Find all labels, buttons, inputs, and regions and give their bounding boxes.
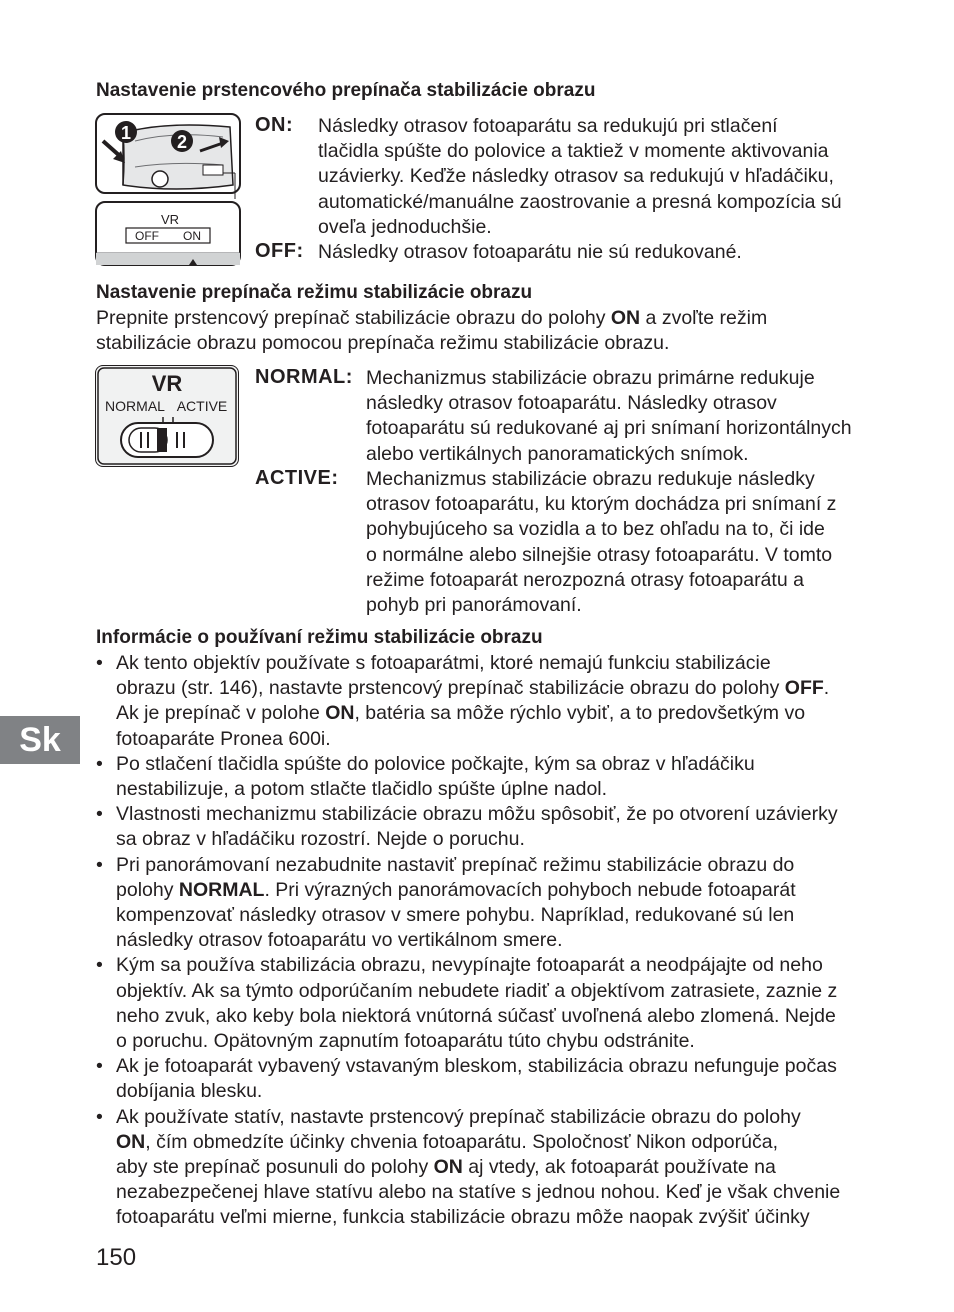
on-label: ON [183, 229, 201, 243]
list-item: • Ak používate statív, nastavte prstencový prepínač stabilizácie obrazu do polohy ON, čím obmedzíte účinky chvenia fotoaparátu. Spoločnosť Nikon odporúča, aby ste prepínač posunuli do polohy ON aj vtedy, ak fotoaparát používate na nezabezpečenej hlave statívu alebo na statíve s jednou nohou. Keď je však chvenie fotoaparátu veľmi mierne, funkcia stabilizácie obrazu môže naopak zvýšiť účinky [96, 1105, 841, 1229]
vr-ring-switch-illustration [95, 113, 243, 273]
list-item: • Kým sa používa stabilizácia obrazu, nevypínajte fotoaparát a neodpájajte od neho objektív. Ak sa týmto odporúčaním nebudete riadiť a objektívom zatrasiete, zaznie z neho zvuk, ako keby bola niektorá vnútorná súčasť uvoľnená alebo zlomená. Nejde o poruchu. Opätovným zapnutím fotoaparátu túto chybu odstránite. [96, 954, 838, 1053]
on-term: ON: [255, 114, 294, 136]
mode-vr-label: VR [151, 371, 183, 396]
normal-label: NORMAL [105, 398, 165, 414]
vr-label: VR [160, 212, 180, 227]
vr-mode-switch-illustration [95, 365, 241, 473]
active-description: Mechanizmus stabilizácie obrazu redukuje následky otrasov fotoaparátu, ku ktorým dochádza pri snímaní z pohybujúceho sa vozidla a to bez ohľadu na to, či ide o normálne alebo silnejšie otrasy fotoaparátu. V tomto režime fotoaparát nerozpozná otrasy fotoaparátu a pohyb pri panorámovaní. [366, 468, 837, 617]
step-2-label: 2 [176, 132, 188, 152]
list-item: • Pri panorámovaní nezabudnite nastaviť prepínač režimu stabilizácie obrazu do polohy NORMAL. Pri výrazných panorámovacích pohyboch nebude fotoaparát kompenzovať následky otrasov v smere pohybu. Napríklad, redukované sú len následky otrasov fotoaparátu vo vertikálnom smere. [96, 853, 796, 952]
active-label: ACTIVE [176, 398, 228, 414]
list-item: • Ak je fotoaparát vybavený vstavaným bleskom, stabilizácia obrazu nefunguje počas dobíjania blesku. [96, 1055, 837, 1103]
active-term: ACTIVE: [255, 467, 339, 489]
list-item: • Vlastnosti mechanizmu stabilizácie obrazu môžu spôsobiť, že po otvorení uzávierky sa obraz v hľadáčiku rozostrí. Nejde o poruchu. [96, 803, 838, 851]
off-term: OFF: [255, 240, 304, 262]
section-heading-ring-switch: Nastavenie prstencového prepínača stabilizácie obrazu [96, 80, 596, 101]
section-heading-usage-notes: Informácie o používaní režimu stabilizácie obrazu [96, 627, 543, 648]
off-label: OFF [135, 229, 159, 243]
language-tab: Sk [0, 716, 80, 764]
list-item: • Ak tento objektív používate s fotoaparátmi, ktoré nemajú funkciu stabilizácie obrazu (str. 146), nastavte prstencový prepínač stabilizácie obrazu do polohy OFF. Ak je prepínač v polohe ON, batéria sa môže rýchlo vybiť, a to predovšetkým vo fotoaparáte Pronea 600i. [96, 652, 830, 750]
step-1-label: 1 [120, 123, 132, 143]
list-item: • Po stlačení tlačidla spúšte do polovice počkajte, kým sa obraz v hľadáčiku nestabilizuje, a potom stlačte tlačidlo spúšte úplne nadol. [96, 752, 755, 801]
section-heading-mode-switch: Nastavenie prepínača režimu stabilizácie obrazu [96, 282, 533, 303]
usage-notes-list [96, 651, 840, 1231]
normal-description: Mechanizmus stabilizácie obrazu primárne redukuje následky otrasov fotoaparátu. Následky otrasov fotoaparátu sú redukované aj pri snímaní horizontálnych alebo vertikálnych panoramatických snímok. [366, 367, 852, 465]
normal-term: NORMAL: [255, 366, 353, 388]
off-description: Následky otrasov fotoaparátu nie sú redukované. [318, 241, 742, 263]
page-number: 150 [96, 1244, 137, 1271]
on-description: Následky otrasov fotoaparátu sa redukujú pri stlačení tlačidla spúšte do polovice a taktiež v momente aktivovania uzávierky. Keďže následky otrasov sa redukujú v hľadáčiku, automatické/manuálne zaostrovanie a presná kompozícia sú oveľa jednoduchšie. [318, 115, 842, 238]
mode-intro: Prepnite prstencový prepínač stabilizácie obrazu do polohy ON a zvoľte režim stabilizácie obrazu pomocou prepínača režimu stabilizácie obrazu. [96, 307, 768, 355]
